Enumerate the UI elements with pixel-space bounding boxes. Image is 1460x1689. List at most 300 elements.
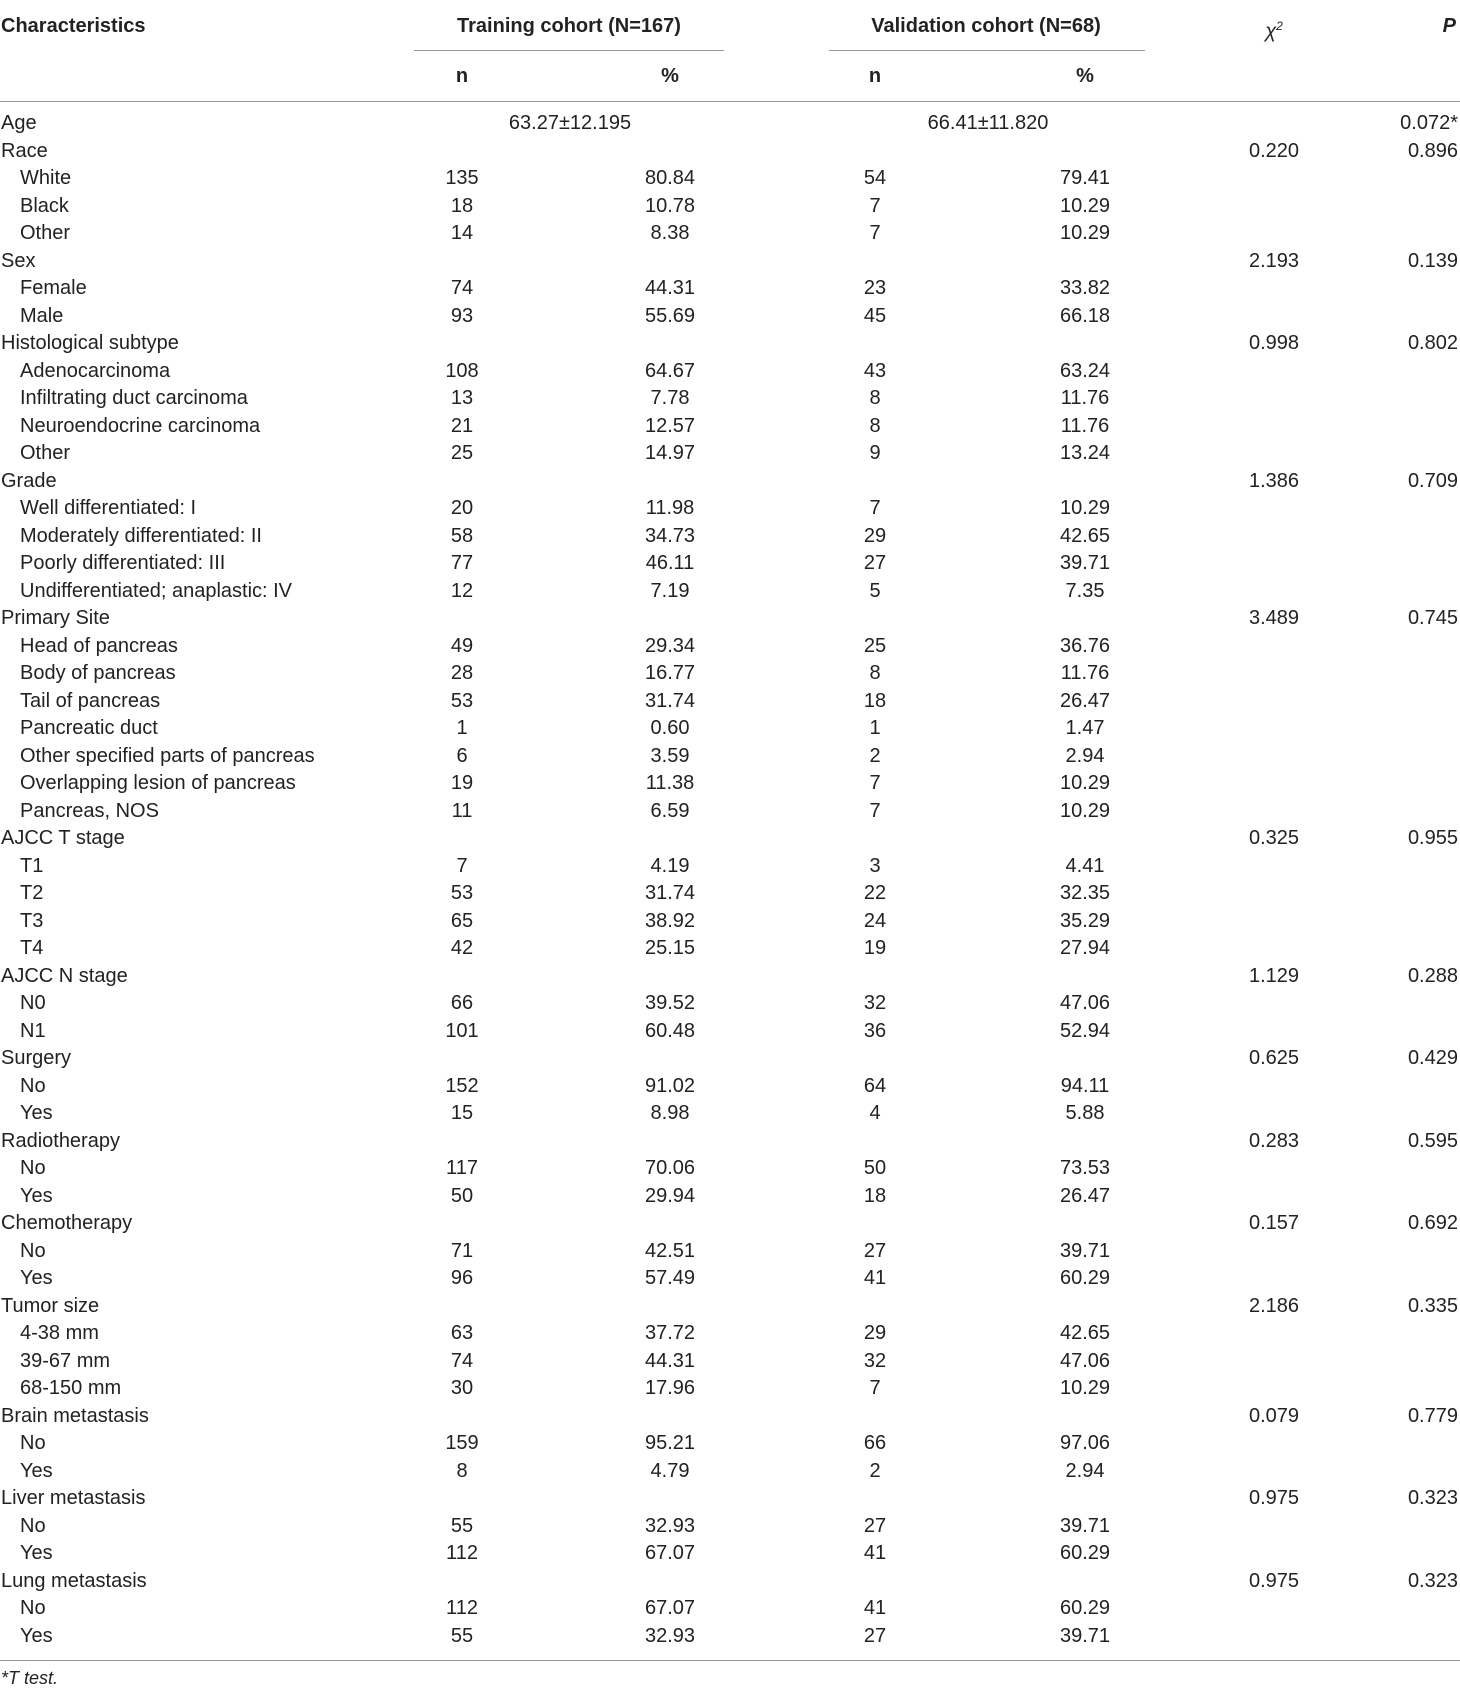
training-n-cell: 96 bbox=[450, 1267, 474, 1289]
chi-square-cell: 3.489 bbox=[1248, 607, 1300, 629]
training-pct-cell: 37.72 bbox=[644, 1322, 696, 1344]
validation-pct-cell: 33.82 bbox=[1059, 277, 1111, 299]
training-pct-cell: 4.79 bbox=[650, 1459, 690, 1482]
table-row bbox=[0, 853, 1460, 881]
training-n-cell: 101 bbox=[445, 1019, 479, 1042]
table-row bbox=[0, 1238, 1460, 1266]
row-label: No bbox=[20, 1239, 46, 1262]
validation-n-cell: 29 bbox=[863, 1322, 887, 1344]
validation-n-cell: 5 bbox=[869, 579, 881, 602]
table-row-category bbox=[0, 1210, 1460, 1238]
validation-pct-cell: 5.88 bbox=[1065, 1102, 1105, 1124]
training-n-cell: 58 bbox=[450, 524, 474, 547]
training-n-cell: 77 bbox=[450, 552, 474, 574]
training-n-cell: 63 bbox=[450, 1322, 474, 1344]
table-row bbox=[0, 385, 1460, 413]
validation-pct-cell: 39.71 bbox=[1059, 552, 1111, 574]
chi-square-cell: 0.625 bbox=[1248, 1047, 1300, 1069]
validation-pct-cell: 39.71 bbox=[1059, 1624, 1111, 1647]
validation-pct-cell: 60.29 bbox=[1059, 1597, 1111, 1619]
table-row bbox=[0, 1348, 1460, 1376]
training-n-cell: 117 bbox=[446, 1157, 478, 1179]
validation-pct-cell: 26.47 bbox=[1059, 1184, 1111, 1207]
training-pct-cell: 44.31 bbox=[644, 277, 696, 299]
row-label: No bbox=[20, 1432, 46, 1454]
table-bottom-rule bbox=[0, 1660, 1460, 1661]
table-row bbox=[0, 743, 1460, 771]
training-pct-cell: 11.38 bbox=[645, 772, 695, 794]
validation-pct-cell: 10.29 bbox=[1059, 194, 1111, 217]
row-label: AJCC T stage bbox=[1, 827, 125, 849]
table-row bbox=[0, 1375, 1460, 1403]
training-pct-cell: 29.34 bbox=[644, 634, 696, 657]
validation-n-cell: 64 bbox=[863, 1074, 887, 1097]
validation-pct-cell: 35.29 bbox=[1059, 909, 1111, 932]
training-pct-cell: 55.69 bbox=[644, 304, 696, 327]
table-footnote: *T test. bbox=[1, 1668, 59, 1688]
table-row bbox=[0, 1265, 1460, 1293]
validation-n-cell: 2 bbox=[869, 1459, 881, 1482]
validation-pct-cell: 10.29 bbox=[1059, 222, 1111, 244]
row-label: No bbox=[20, 1157, 46, 1179]
training-pct-cell: 32.93 bbox=[644, 1624, 696, 1647]
training-n-cell: 93 bbox=[450, 304, 474, 327]
row-label: Other specified parts of pancreas bbox=[20, 744, 315, 767]
training-n-cell: 49 bbox=[450, 634, 474, 657]
table-row bbox=[0, 770, 1460, 798]
training-pct-cell: 0.60 bbox=[650, 717, 690, 739]
validation-n-cell: 18 bbox=[863, 1184, 887, 1207]
validation-pct-cell: 26.47 bbox=[1059, 689, 1111, 712]
training-pct-cell: 57.49 bbox=[644, 1267, 696, 1289]
row-label: Sex bbox=[1, 249, 36, 272]
row-label: Grade bbox=[1, 469, 57, 492]
header-chi-square: $\chi^2$ bbox=[1265, 19, 1283, 43]
validation-n-cell: 18 bbox=[863, 689, 887, 712]
table-row bbox=[0, 1623, 1460, 1651]
validation-header-rule bbox=[829, 50, 1145, 51]
training-n-cell: 8 bbox=[456, 1459, 468, 1482]
row-label: Brain metastasis bbox=[1, 1404, 149, 1427]
table-row bbox=[0, 523, 1460, 551]
training-n-cell: 19 bbox=[450, 772, 474, 794]
training-pct-cell: 32.93 bbox=[644, 1514, 696, 1537]
validation-n-cell: 7 bbox=[869, 222, 881, 244]
row-label: Moderately differentiated: II bbox=[20, 524, 262, 547]
training-n-cell: 71 bbox=[450, 1239, 474, 1262]
chi-square-cell: 1.129 bbox=[1248, 964, 1300, 987]
validation-n-cell: 45 bbox=[863, 304, 887, 327]
validation-n-cell: 32 bbox=[863, 992, 887, 1014]
table-row bbox=[0, 908, 1460, 936]
training-n-cell: 50 bbox=[450, 1184, 474, 1207]
validation-n-cell: 19 bbox=[863, 937, 887, 959]
table-row bbox=[0, 1155, 1460, 1183]
chi-square-cell: 0.975 bbox=[1248, 1569, 1300, 1592]
validation-n-cell: 2 bbox=[869, 744, 881, 767]
training-n-cell: 7 bbox=[456, 854, 468, 877]
validation-n-cell: 50 bbox=[863, 1157, 887, 1179]
validation-n-cell: 1 bbox=[869, 717, 881, 739]
validation-n-cell: 36 bbox=[863, 1019, 887, 1042]
row-label: 39-67 mm bbox=[20, 1349, 111, 1372]
row-label: Adenocarcinoma bbox=[20, 359, 171, 382]
validation-pct-cell: 42.65 bbox=[1059, 1322, 1111, 1344]
table-row bbox=[0, 358, 1460, 386]
validation-n-cell: 27 bbox=[863, 552, 887, 574]
training-n-cell: 55 bbox=[450, 1514, 474, 1537]
row-label: Body of pancreas bbox=[20, 662, 176, 684]
table-row-category bbox=[0, 330, 1460, 358]
p-value-cell: 0.709 bbox=[1407, 469, 1458, 492]
p-value-cell: 0.896 bbox=[1407, 139, 1458, 162]
p-value-cell: 0.072* bbox=[1400, 112, 1458, 134]
row-label: Yes bbox=[20, 1459, 53, 1482]
chi-square-cell: 0.079 bbox=[1248, 1404, 1300, 1427]
row-label: Tumor size bbox=[1, 1294, 100, 1317]
table-row bbox=[0, 165, 1460, 193]
table-row-category bbox=[0, 1045, 1460, 1073]
chi-square-cell: 0.325 bbox=[1248, 827, 1300, 849]
row-label: T2 bbox=[20, 882, 44, 904]
table-row bbox=[0, 1320, 1460, 1348]
validation-pct-cell: 36.76 bbox=[1059, 634, 1111, 657]
table-row bbox=[0, 1458, 1460, 1486]
validation-n-cell: 66 bbox=[863, 1432, 887, 1454]
training-n-cell: 74 bbox=[450, 277, 474, 299]
validation-n-cell: 41 bbox=[863, 1267, 887, 1289]
table-row-category bbox=[0, 1128, 1460, 1156]
row-label: 4-38 mm bbox=[20, 1322, 99, 1344]
chi-square-cell: 0.998 bbox=[1248, 332, 1300, 354]
row-label: Pancreas, NOS bbox=[20, 799, 159, 822]
row-label: Age bbox=[1, 112, 37, 134]
validation-pct-cell: 73.53 bbox=[1059, 1157, 1111, 1179]
table-row bbox=[0, 413, 1460, 441]
training-pct-cell: 38.92 bbox=[644, 909, 696, 932]
training-pct-cell: 44.31 bbox=[644, 1349, 696, 1372]
p-value-cell: 0.802 bbox=[1407, 332, 1458, 354]
row-label: Yes bbox=[20, 1102, 53, 1124]
table-row-category bbox=[0, 1293, 1460, 1321]
validation-pct-cell: 60.29 bbox=[1059, 1542, 1111, 1564]
validation-n-cell: 8 bbox=[869, 662, 881, 684]
validation-pct-cell: 47.06 bbox=[1059, 992, 1111, 1014]
training-pct-cell: 95.21 bbox=[644, 1432, 696, 1454]
row-label: Pancreatic duct bbox=[20, 717, 158, 739]
validation-pct-cell: 39.71 bbox=[1059, 1514, 1111, 1537]
row-label: T3 bbox=[20, 909, 44, 932]
training-n-cell: 112 bbox=[446, 1597, 478, 1619]
row-label: Race bbox=[1, 139, 48, 162]
chi-square-cell: 0.157 bbox=[1248, 1212, 1300, 1234]
p-value-cell: 0.595 bbox=[1407, 1129, 1458, 1152]
training-n-cell: 25 bbox=[450, 442, 474, 464]
table-row-category bbox=[0, 248, 1460, 276]
row-label: Histological subtype bbox=[1, 332, 179, 354]
validation-pct-cell: 4.41 bbox=[1065, 854, 1105, 877]
training-pct-cell: 91.02 bbox=[644, 1074, 696, 1097]
training-pct-cell: 7.19 bbox=[650, 579, 690, 602]
validation-pct-cell: 32.35 bbox=[1059, 882, 1111, 904]
validation-pct-cell: 97.06 bbox=[1059, 1432, 1111, 1454]
training-pct-cell: 67.07 bbox=[644, 1597, 696, 1619]
validation-n-cell: 41 bbox=[863, 1597, 887, 1619]
validation-n-cell: 24 bbox=[863, 909, 887, 932]
p-value-cell: 0.692 bbox=[1407, 1212, 1458, 1234]
training-pct-cell: 70.06 bbox=[644, 1157, 696, 1179]
table-row bbox=[0, 1018, 1460, 1046]
training-n-cell: 42 bbox=[450, 937, 474, 959]
validation-pct-cell: 94.11 bbox=[1060, 1074, 1110, 1097]
row-label: 68-150 mm bbox=[20, 1377, 122, 1399]
validation-n-cell: 8 bbox=[869, 414, 881, 437]
table-body bbox=[0, 110, 1460, 1650]
training-pct-cell: 6.59 bbox=[650, 799, 690, 822]
validation-n-cell: 25 bbox=[863, 634, 887, 657]
row-label: Radiotherapy bbox=[1, 1129, 120, 1152]
table-row-category bbox=[0, 110, 1460, 138]
table-row bbox=[0, 688, 1460, 716]
row-label: Female bbox=[20, 277, 87, 299]
training-n-cell: 74 bbox=[450, 1349, 474, 1372]
row-label: Male bbox=[20, 304, 64, 327]
training-n-cell: 28 bbox=[450, 662, 474, 684]
row-label: N1 bbox=[20, 1019, 46, 1042]
training-pct-cell: 31.74 bbox=[644, 882, 696, 904]
row-label: No bbox=[20, 1597, 46, 1619]
row-label: Poorly differentiated: III bbox=[20, 552, 226, 574]
training-header-rule bbox=[414, 50, 724, 51]
training-n-cell: 20 bbox=[450, 497, 474, 519]
row-label: Yes bbox=[20, 1542, 53, 1564]
table-row bbox=[0, 660, 1460, 688]
training-n-cell: 159 bbox=[445, 1432, 479, 1454]
row-label: Overlapping lesion of pancreas bbox=[20, 772, 296, 794]
row-label: Black bbox=[20, 194, 69, 217]
validation-n-cell: 22 bbox=[863, 882, 887, 904]
table-row bbox=[0, 1430, 1460, 1458]
chi-square-cell: 2.186 bbox=[1248, 1294, 1300, 1317]
row-label: Other bbox=[20, 222, 71, 244]
row-label: Infiltrating duct carcinoma bbox=[20, 387, 248, 409]
table-row bbox=[0, 1183, 1460, 1211]
training-pct-cell: 67.07 bbox=[644, 1542, 696, 1564]
validation-n-cell: 27 bbox=[863, 1624, 887, 1647]
table-row bbox=[0, 633, 1460, 661]
training-n-cell: 18 bbox=[450, 194, 474, 217]
header-validation-pct: % bbox=[1076, 65, 1094, 87]
training-pct-cell: 14.97 bbox=[644, 442, 696, 464]
training-pct-cell: 31.74 bbox=[644, 689, 696, 712]
row-label: T1 bbox=[20, 854, 44, 877]
validation-n-cell: 23 bbox=[863, 277, 887, 299]
row-label: White bbox=[20, 167, 72, 189]
p-value-cell: 0.779 bbox=[1407, 1404, 1458, 1427]
p-value-cell: 0.745 bbox=[1407, 607, 1458, 629]
training-pct-cell: 7.78 bbox=[650, 387, 690, 409]
table-row bbox=[0, 935, 1460, 963]
validation-n-cell: 7 bbox=[869, 772, 881, 794]
training-pct-cell: 11.98 bbox=[645, 497, 695, 519]
table-row bbox=[0, 440, 1460, 468]
training-n-cell: 152 bbox=[445, 1074, 479, 1097]
training-pct-cell: 34.73 bbox=[644, 524, 696, 547]
training-n-cell: 66 bbox=[450, 992, 474, 1014]
validation-pct-cell: 52.94 bbox=[1059, 1019, 1111, 1042]
table-row bbox=[0, 193, 1460, 221]
p-value-cell: 0.429 bbox=[1407, 1047, 1458, 1069]
validation-n-cell: 7 bbox=[869, 799, 881, 822]
training-n-cell: 112 bbox=[446, 1542, 478, 1564]
training-n-cell: 21 bbox=[450, 414, 474, 437]
table-row bbox=[0, 798, 1460, 826]
training-n-cell: 14 bbox=[450, 222, 474, 244]
training-pct-cell: 8.98 bbox=[650, 1102, 690, 1124]
training-n-cell: 12 bbox=[450, 579, 474, 602]
row-label: Surgery bbox=[1, 1047, 72, 1069]
header-training-pct: % bbox=[661, 65, 679, 87]
row-label: Chemotherapy bbox=[1, 1212, 133, 1234]
validation-n-cell: 8 bbox=[869, 387, 881, 409]
row-label: Yes bbox=[20, 1184, 53, 1207]
row-label: N0 bbox=[20, 992, 46, 1014]
row-label: No bbox=[20, 1514, 46, 1537]
validation-n-cell: 4 bbox=[869, 1102, 881, 1124]
row-label: Tail of pancreas bbox=[20, 689, 161, 712]
row-label: Liver metastasis bbox=[1, 1487, 146, 1509]
training-n-cell: 108 bbox=[445, 359, 479, 382]
validation-pct-cell: 66.18 bbox=[1059, 304, 1111, 327]
header-training-n: n bbox=[455, 65, 469, 87]
training-pct-cell: 16.77 bbox=[644, 662, 696, 684]
table-row bbox=[0, 303, 1460, 331]
validation-n-cell: 7 bbox=[869, 497, 881, 519]
training-pct-cell: 39.52 bbox=[644, 992, 696, 1014]
validation-pct-cell: 79.41 bbox=[1059, 167, 1111, 189]
validation-pct-cell: 10.29 bbox=[1059, 497, 1111, 519]
table-row bbox=[0, 1073, 1460, 1101]
validation-pct-cell: 10.29 bbox=[1059, 1377, 1111, 1399]
row-label: Neuroendocrine carcinoma bbox=[20, 414, 261, 437]
p-value-cell: 0.139 bbox=[1407, 249, 1458, 272]
validation-pct-cell: 11.76 bbox=[1060, 662, 1110, 684]
table-row-category bbox=[0, 825, 1460, 853]
validation-pct-cell: 27.94 bbox=[1059, 937, 1111, 959]
table-row bbox=[0, 880, 1460, 908]
validation-mean-cell: 66.41±11.820 bbox=[927, 112, 1049, 134]
row-label: Other bbox=[20, 442, 71, 464]
table-row bbox=[0, 1540, 1460, 1568]
training-pct-cell: 12.57 bbox=[644, 414, 696, 437]
header-validation-n: n bbox=[868, 65, 882, 87]
row-label: Primary Site bbox=[1, 607, 110, 629]
validation-pct-cell: 10.29 bbox=[1059, 799, 1111, 822]
row-label: Undifferentiated; anaplastic: IV bbox=[20, 579, 293, 602]
row-label: No bbox=[20, 1074, 46, 1097]
validation-n-cell: 41 bbox=[863, 1542, 887, 1564]
training-pct-cell: 46.11 bbox=[645, 552, 695, 574]
training-pct-cell: 42.51 bbox=[644, 1239, 696, 1262]
validation-pct-cell: 42.65 bbox=[1059, 524, 1111, 547]
chi-square-cell: 0.283 bbox=[1248, 1129, 1300, 1152]
validation-pct-cell: 10.29 bbox=[1059, 772, 1111, 794]
training-pct-cell: 25.15 bbox=[644, 937, 696, 959]
training-mean-cell: 63.27±12.195 bbox=[508, 112, 632, 134]
validation-pct-cell: 11.76 bbox=[1060, 387, 1110, 409]
table-row bbox=[0, 1595, 1460, 1623]
training-pct-cell: 3.59 bbox=[650, 744, 690, 767]
validation-pct-cell: 13.24 bbox=[1059, 442, 1111, 464]
validation-pct-cell: 47.06 bbox=[1059, 1349, 1111, 1372]
validation-n-cell: 7 bbox=[869, 194, 881, 217]
training-pct-cell: 8.38 bbox=[650, 222, 690, 244]
training-n-cell: 53 bbox=[450, 882, 474, 904]
header-bottom-rule bbox=[0, 101, 1460, 102]
validation-pct-cell: 60.29 bbox=[1059, 1267, 1111, 1289]
header-validation-cohort: Validation cohort (N=68) bbox=[871, 15, 1101, 37]
p-value-cell: 0.335 bbox=[1407, 1294, 1458, 1317]
training-n-cell: 55 bbox=[450, 1624, 474, 1647]
training-n-cell: 13 bbox=[450, 387, 474, 409]
chi-square-cell: 0.975 bbox=[1248, 1487, 1300, 1509]
chi-square-cell: 0.220 bbox=[1248, 139, 1300, 162]
p-value-cell: 0.288 bbox=[1407, 964, 1458, 987]
validation-n-cell: 7 bbox=[869, 1377, 881, 1399]
validation-n-cell: 32 bbox=[863, 1349, 887, 1372]
header-training-cohort: Training cohort (N=167) bbox=[457, 15, 681, 37]
validation-pct-cell: 11.76 bbox=[1060, 414, 1110, 437]
header-characteristics: Characteristics bbox=[1, 15, 146, 37]
table-row bbox=[0, 220, 1460, 248]
training-n-cell: 1 bbox=[456, 717, 468, 739]
validation-n-cell: 27 bbox=[863, 1239, 887, 1262]
training-pct-cell: 4.19 bbox=[650, 854, 690, 877]
training-n-cell: 6 bbox=[456, 744, 468, 767]
table-row bbox=[0, 495, 1460, 523]
training-pct-cell: 17.96 bbox=[644, 1377, 696, 1399]
table-row bbox=[0, 1513, 1460, 1541]
validation-n-cell: 9 bbox=[869, 442, 881, 464]
table-row bbox=[0, 715, 1460, 743]
validation-pct-cell: 2.94 bbox=[1065, 1459, 1105, 1482]
table-row-category bbox=[0, 468, 1460, 496]
row-label: Yes bbox=[20, 1267, 53, 1289]
training-pct-cell: 60.48 bbox=[644, 1019, 696, 1042]
row-label: AJCC N stage bbox=[1, 964, 128, 987]
validation-n-cell: 27 bbox=[863, 1514, 887, 1537]
training-n-cell: 65 bbox=[450, 909, 474, 932]
table-row bbox=[0, 990, 1460, 1018]
row-label: Well differentiated: I bbox=[20, 497, 197, 519]
p-value-cell: 0.323 bbox=[1407, 1487, 1458, 1509]
training-n-cell: 11 bbox=[451, 799, 473, 822]
row-label: Lung metastasis bbox=[1, 1569, 147, 1592]
validation-pct-cell: 7.35 bbox=[1065, 579, 1105, 602]
table-row-category bbox=[0, 1568, 1460, 1596]
header-p-value: P bbox=[1442, 15, 1456, 37]
validation-pct-cell: 2.94 bbox=[1065, 744, 1105, 767]
table-row-category bbox=[0, 138, 1460, 166]
validation-n-cell: 29 bbox=[863, 524, 887, 547]
p-value-cell: 0.955 bbox=[1407, 827, 1458, 849]
table-row-category bbox=[0, 1485, 1460, 1513]
training-pct-cell: 80.84 bbox=[644, 167, 696, 189]
validation-pct-cell: 1.47 bbox=[1065, 717, 1105, 739]
validation-n-cell: 3 bbox=[869, 854, 881, 877]
p-value-cell: 0.323 bbox=[1407, 1569, 1458, 1592]
validation-n-cell: 43 bbox=[863, 359, 887, 382]
